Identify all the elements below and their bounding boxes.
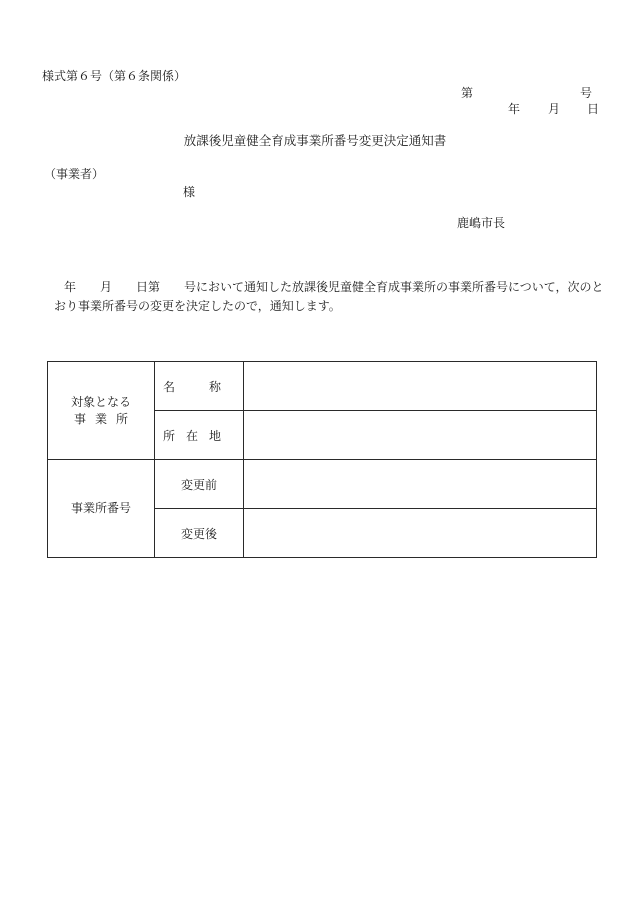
date-year: 年: [508, 102, 521, 116]
after-change-label-cell: [155, 509, 244, 558]
document-title: 放課後児童健全育成事業所番号変更決定通知書: [183, 133, 447, 148]
document-number-suffix: 号: [580, 86, 593, 100]
facility-number-group-label: 事業所番号: [48, 460, 155, 558]
date-month: 月: [548, 102, 561, 116]
location-label-char-1: 所: [163, 428, 176, 443]
name-label-cell: [155, 362, 244, 411]
name-label-char-1: 名: [163, 379, 176, 394]
notice-body-line-1: 年 月 日第 号において通知した放課後児童健全育成事業所の事業所番号について，次のと: [64, 280, 604, 294]
recipient-honorific: 様: [183, 185, 196, 199]
issuer-name: 鹿嶋市長: [457, 216, 506, 230]
facility-info-table: [47, 361, 597, 558]
location-label-cell: [155, 411, 244, 460]
before-change-label: 変更前: [180, 477, 217, 492]
document-number-prefix: 第: [461, 86, 474, 100]
name-value-cell[interactable]: [244, 362, 597, 411]
after-change-value-cell[interactable]: [244, 509, 597, 558]
target-facility-label-line-2: 事業所: [73, 411, 137, 426]
location-value-cell[interactable]: [244, 411, 597, 460]
target-facility-group-label: [48, 362, 155, 460]
location-label-char-2: 在: [185, 428, 198, 443]
issue-date: [508, 103, 599, 115]
name-label-char-2: 称: [208, 379, 221, 394]
after-change-label: 変更後: [180, 526, 217, 541]
notice-body: [44, 278, 604, 316]
location-label-char-3: 地: [208, 428, 221, 443]
form-number: 様式第６号（第６条関係）: [42, 69, 187, 83]
recipient-label: （事業者）: [44, 167, 105, 181]
before-change-value-cell[interactable]: [244, 460, 597, 509]
before-change-label-cell: [155, 460, 244, 509]
target-facility-label-line-1: 対象となる: [70, 394, 131, 409]
notice-body-line-2: おり事業所番号の変更を決定したので，通知します。: [54, 299, 341, 313]
date-day: 日: [587, 102, 600, 116]
